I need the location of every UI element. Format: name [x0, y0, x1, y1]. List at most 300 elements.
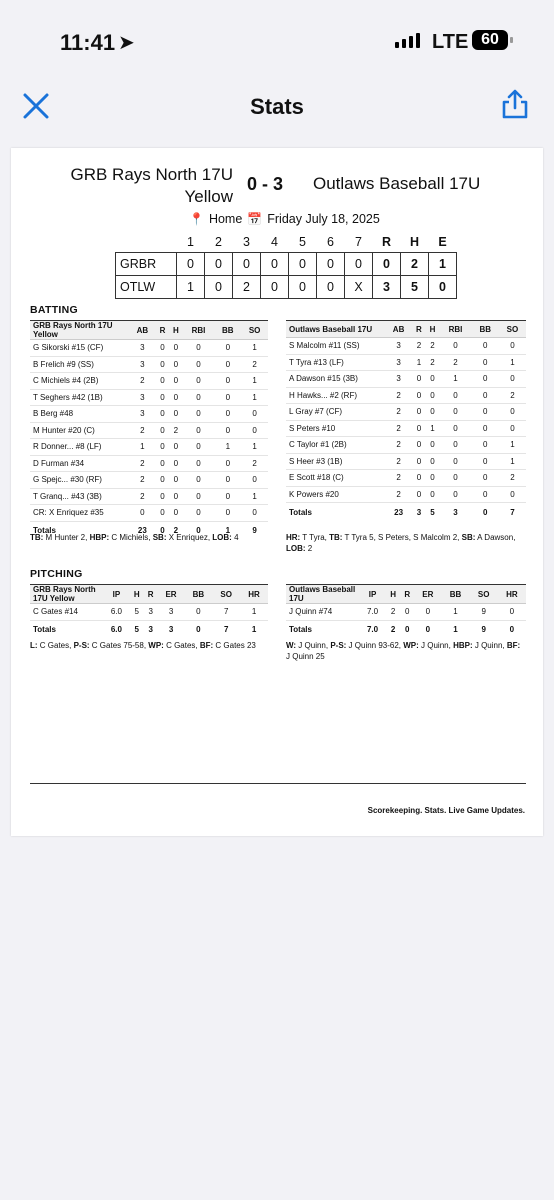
stat-cell: 0: [214, 422, 241, 439]
note-key: HBP:: [453, 641, 473, 650]
away-batting-table: [286, 320, 526, 521]
stat-cell: 0: [169, 406, 182, 423]
table-row: [286, 470, 526, 487]
location-pin-icon: 📍: [189, 212, 204, 226]
totals-cell: 9: [252, 526, 257, 535]
totals-row: [286, 503, 526, 522]
stat-cell: 1: [214, 439, 241, 456]
stat-cell: 3: [129, 406, 156, 423]
line-score-header: H: [409, 235, 420, 249]
column-header: BB: [472, 321, 499, 338]
column-header: R: [144, 585, 158, 604]
stat-cell: 0: [439, 420, 471, 437]
column-header: H: [130, 585, 144, 604]
column-header: HR: [240, 585, 268, 604]
signal-icon: [395, 33, 420, 48]
line-score-r: 0: [373, 253, 401, 276]
table-row: [30, 604, 268, 621]
stat-cell: 0: [169, 472, 182, 489]
player-name: B Berg #48: [30, 406, 129, 423]
game-meta: [189, 212, 380, 226]
line-score-inning: 0: [317, 253, 345, 276]
table-row: [286, 354, 526, 371]
column-header: H: [386, 585, 400, 604]
network-label: LTE: [432, 31, 469, 53]
note-value: 2: [305, 544, 313, 553]
player-name: D Furman #34: [30, 455, 129, 472]
stat-cell: 1: [241, 373, 268, 390]
stat-cell: 9: [470, 604, 498, 621]
totals-cell: 2: [173, 526, 179, 535]
stat-cell: 2: [426, 354, 440, 371]
line-score-header: 7: [355, 235, 362, 249]
totals-cell: 23: [137, 526, 147, 535]
stat-cell: 5: [130, 604, 144, 621]
column-header: ER: [158, 585, 185, 604]
line-score-inning: 1: [177, 276, 205, 299]
stat-cell: 0: [241, 422, 268, 439]
away-team-name: Outlaws Baseball 17U: [313, 174, 481, 193]
stat-cell: 3: [385, 338, 412, 355]
stat-cell: 0: [439, 453, 471, 470]
player-name: K Powers #20: [286, 486, 385, 503]
stat-cell: 7.0: [359, 604, 386, 621]
stat-cell: 0: [183, 356, 215, 373]
table-row: [30, 356, 268, 373]
note-key: L:: [30, 641, 38, 650]
stat-cell: 0: [498, 604, 526, 621]
stat-cell: 0: [472, 371, 499, 388]
column-header: R: [412, 321, 426, 338]
line-score-header: 6: [327, 235, 334, 249]
pitching-section-title: PITCHING: [30, 568, 83, 580]
game-date: Friday July 18, 2025: [267, 212, 380, 226]
table-row: [286, 338, 526, 355]
footer-divider: [30, 783, 526, 784]
totals-cell: 0: [196, 625, 201, 634]
note-key: WP:: [403, 641, 419, 650]
note-value: J Quinn 25: [286, 652, 325, 661]
stat-cell: 2: [385, 437, 412, 454]
stat-cell: 0: [439, 387, 471, 404]
totals-cell: 7.0: [366, 625, 379, 634]
table-title: GRB Rays North 17U Yellow: [30, 321, 129, 340]
note-value: C Gates 23: [213, 641, 256, 650]
battery-icon: 60: [472, 30, 508, 50]
totals-cell: 3: [168, 625, 174, 634]
stat-cell: 0: [214, 356, 241, 373]
stat-cell: 3: [129, 389, 156, 406]
player-name: B Frelich #9 (SS): [30, 356, 129, 373]
stat-cell: 0: [169, 505, 182, 522]
stat-cell: 0: [412, 404, 426, 421]
stat-cell: 1: [240, 604, 268, 621]
player-name: T Tyra #13 (LF): [286, 354, 385, 371]
line-score-header: E: [438, 235, 447, 249]
stat-cell: 0: [214, 406, 241, 423]
note-key: TB:: [30, 533, 44, 542]
player-name: E Scott #18 (C): [286, 470, 385, 487]
totals-label: Totals: [289, 625, 312, 634]
status-bar: [0, 0, 554, 80]
stat-cell: 0: [499, 404, 526, 421]
stat-cell: 0: [472, 420, 499, 437]
totals-cell: 3: [148, 625, 153, 634]
note-value: M Hunter 2,: [43, 533, 90, 542]
totals-cell: 7: [223, 625, 229, 634]
stat-cell: 0: [472, 338, 499, 355]
stat-cell: 0: [183, 472, 215, 489]
stat-cell: 3: [129, 356, 156, 373]
line-score-inning: 2: [233, 276, 261, 299]
column-header: SO: [241, 321, 268, 340]
stat-cell: 0: [426, 453, 440, 470]
stat-cell: 1: [499, 437, 526, 454]
stat-cell: 1: [439, 371, 471, 388]
line-score-row: [116, 276, 457, 299]
table-row: [286, 486, 526, 503]
stat-cell: 1: [499, 453, 526, 470]
stat-cell: 2: [241, 455, 268, 472]
line-score-inning: 0: [261, 276, 289, 299]
stat-cell: 0: [156, 356, 169, 373]
stat-cell: 2: [385, 387, 412, 404]
totals-cell: 3: [453, 507, 458, 517]
table-row: [30, 488, 268, 505]
table-row: [30, 455, 268, 472]
line-score-header: 2: [215, 235, 222, 249]
stat-cell: 0: [472, 387, 499, 404]
stat-cell: 0: [412, 453, 426, 470]
line-score-inning: X: [345, 276, 373, 299]
stat-cell: 2: [129, 422, 156, 439]
totals-cell: 23: [394, 507, 404, 517]
table-row: [286, 604, 526, 621]
stat-cell: 1: [241, 488, 268, 505]
stat-cell: 0: [426, 437, 440, 454]
table-title: GRB Rays North 17U Yellow: [30, 585, 103, 604]
stat-cell: 3: [385, 354, 412, 371]
line-score-header: 3: [243, 235, 250, 249]
line-score-table: [115, 232, 457, 299]
column-header: BB: [214, 321, 241, 340]
player-name: T Seghers #42 (1B): [30, 389, 129, 406]
table-row: [286, 420, 526, 437]
location-arrow-icon: ➤: [118, 32, 135, 54]
stat-cell: 0: [241, 406, 268, 423]
line-score-inning: 0: [233, 253, 261, 276]
totals-cell: 0: [425, 625, 431, 634]
stat-cell: 0: [214, 472, 241, 489]
stat-cell: 0: [412, 387, 426, 404]
table-row: [286, 404, 526, 421]
line-score-inning: 0: [261, 253, 289, 276]
line-score-e: 0: [429, 276, 457, 299]
stat-cell: 0: [426, 486, 440, 503]
column-header: R: [156, 321, 169, 340]
stat-cell: 1: [241, 389, 268, 406]
player-name: L Gray #7 (CF): [286, 404, 385, 421]
table-row: [30, 472, 268, 489]
totals-row: [30, 620, 268, 639]
stat-cell: 2: [241, 356, 268, 373]
note-value: C Michiels,: [109, 533, 153, 542]
player-name: C Gates #14: [30, 604, 103, 621]
stat-cell: 2: [499, 387, 526, 404]
stat-cell: 2: [385, 486, 412, 503]
page-title: Stats: [250, 94, 304, 119]
stat-cell: 0: [169, 488, 182, 505]
box-score-sheet: [11, 148, 543, 836]
player-name: CR: X Enriquez #35: [30, 505, 129, 522]
stat-cell: 0: [412, 371, 426, 388]
line-score-header: 4: [271, 235, 278, 249]
stat-cell: 0: [183, 422, 215, 439]
note-value: T Tyra 5, S Peters, S Malcolm 2,: [342, 533, 462, 542]
note-value: J Quinn,: [472, 641, 507, 650]
player-name: H Hawks... #2 (RF): [286, 387, 385, 404]
home-batting-table: [30, 320, 268, 540]
stat-cell: 0: [156, 439, 169, 456]
column-header: SO: [212, 585, 240, 604]
stat-cell: 0: [214, 373, 241, 390]
stat-cell: 0: [499, 338, 526, 355]
column-header: BB: [184, 585, 212, 604]
stat-cell: 0: [184, 604, 212, 621]
table-row: [30, 389, 268, 406]
column-header: SO: [499, 321, 526, 338]
column-header: ER: [414, 585, 441, 604]
column-header: AB: [385, 321, 412, 338]
stat-cell: 0: [472, 470, 499, 487]
stat-cell: 0: [183, 488, 215, 505]
stat-cell: 0: [426, 371, 440, 388]
player-name: A Dawson #15 (3B): [286, 371, 385, 388]
stat-cell: 0: [412, 486, 426, 503]
line-score-team: GRBR: [116, 253, 177, 276]
stat-cell: 0: [426, 387, 440, 404]
totals-cell: 1: [251, 625, 257, 634]
player-name: T Granq... #43 (3B): [30, 488, 129, 505]
stat-cell: 0: [156, 505, 169, 522]
player-name: R Donner... #8 (LF): [30, 439, 129, 456]
stat-cell: 0: [169, 439, 182, 456]
stat-cell: 0: [169, 373, 182, 390]
stat-cell: 3: [385, 371, 412, 388]
totals-row: [286, 620, 526, 639]
stat-cell: 3: [129, 340, 156, 357]
player-name: J Quinn #74: [286, 604, 359, 621]
stat-cell: 2: [386, 604, 400, 621]
stat-cell: 0: [426, 470, 440, 487]
note-key: P-S:: [330, 641, 347, 650]
stat-cell: 1: [426, 420, 440, 437]
stat-cell: 2: [426, 338, 440, 355]
table-row: [30, 340, 268, 357]
stat-cell: 0: [499, 486, 526, 503]
player-name: C Michiels #4 (2B): [30, 373, 129, 390]
stat-cell: 0: [472, 453, 499, 470]
line-score-inning: 0: [289, 253, 317, 276]
note-value: T Tyra,: [300, 533, 330, 542]
stat-cell: 2: [385, 453, 412, 470]
stat-cell: 2: [169, 422, 182, 439]
stat-cell: 1: [412, 354, 426, 371]
stat-cell: 0: [183, 455, 215, 472]
stat-cell: 0: [183, 389, 215, 406]
line-score-inning: 0: [205, 253, 233, 276]
stat-cell: 0: [214, 340, 241, 357]
note-key: BF:: [199, 641, 214, 650]
stat-cell: 0: [156, 389, 169, 406]
column-header: SO: [470, 585, 498, 604]
table-row: [30, 373, 268, 390]
totals-label: Totals: [289, 507, 312, 517]
totals-cell: 0: [509, 625, 515, 634]
stat-cell: 0: [156, 422, 169, 439]
away-batting-notes: [286, 532, 526, 554]
note-key: BF:: [506, 641, 521, 650]
totals-cell: 0: [160, 526, 165, 535]
line-score-h: 2: [401, 253, 429, 276]
stat-cell: 0: [169, 356, 182, 373]
stat-cell: 0: [156, 488, 169, 505]
stat-cell: 0: [214, 455, 241, 472]
line-score-r: 3: [373, 276, 401, 299]
stat-cell: 0: [426, 404, 440, 421]
table-row: [30, 422, 268, 439]
stat-cell: 0: [156, 472, 169, 489]
totals-cell: 0: [196, 526, 201, 535]
stat-cell: 0: [156, 373, 169, 390]
note-value: C Gates,: [163, 641, 200, 650]
player-name: M Hunter #20 (C): [30, 422, 129, 439]
totals-cell: 0: [483, 507, 488, 517]
player-name: C Taylor #1 (2B): [286, 437, 385, 454]
stat-cell: 0: [439, 437, 471, 454]
note-key: HBP:: [89, 533, 110, 542]
stat-cell: 0: [499, 420, 526, 437]
column-header: RBI: [183, 321, 215, 340]
share-icon[interactable]: [500, 88, 530, 120]
footer-tagline: Scorekeeping. Stats. Live Game Updates.: [367, 806, 525, 815]
stat-cell: 2: [385, 420, 412, 437]
note-key: P-S:: [73, 641, 90, 650]
status-time: 11:41: [60, 30, 116, 55]
stat-cell: 0: [183, 373, 215, 390]
stat-cell: 2: [385, 404, 412, 421]
note-key: SB:: [461, 533, 476, 542]
stat-cell: 0: [214, 488, 241, 505]
stat-cell: 0: [439, 470, 471, 487]
line-score-inning: 0: [177, 253, 205, 276]
table-row: [30, 439, 268, 456]
stat-cell: 0: [439, 338, 471, 355]
stat-cell: 0: [241, 505, 268, 522]
player-name: S Malcolm #11 (SS): [286, 338, 385, 355]
stat-cell: 0: [183, 439, 215, 456]
stat-cell: 0: [129, 505, 156, 522]
stat-cell: 2: [385, 470, 412, 487]
stat-cell: 2: [499, 470, 526, 487]
stat-cell: 2: [439, 354, 471, 371]
player-name: G Spejc... #30 (RF): [30, 472, 129, 489]
game-location: Home: [208, 212, 243, 226]
line-score-inning: 0: [205, 276, 233, 299]
note-key: HR:: [286, 533, 301, 542]
totals-cell: 0: [405, 625, 410, 634]
stat-cell: 1: [241, 340, 268, 357]
stat-cell: 0: [169, 455, 182, 472]
note-key: SB:: [152, 533, 167, 542]
stat-cell: 0: [183, 340, 215, 357]
stat-cell: 3: [158, 604, 185, 621]
column-header: RBI: [439, 321, 471, 338]
stat-cell: 2: [129, 373, 156, 390]
note-value: 4: [231, 533, 239, 542]
nav-bar: [0, 84, 554, 130]
table-row: [286, 437, 526, 454]
stat-cell: 0: [214, 389, 241, 406]
table-title: Outlaws Baseball 17U: [286, 585, 359, 604]
note-value: A Dawson,: [475, 533, 516, 542]
line-score-e: 1: [429, 253, 457, 276]
line-score-row: [116, 253, 457, 276]
player-name: G Sikorski #15 (CF): [30, 340, 129, 357]
totals-cell: 3: [416, 507, 422, 517]
game-header: [11, 164, 543, 208]
totals-cell: 6.0: [110, 625, 122, 634]
column-header: H: [426, 321, 440, 338]
stat-cell: 0: [439, 486, 471, 503]
line-score-inning: 0: [345, 253, 373, 276]
stat-cell: 2: [412, 338, 426, 355]
line-score-team: OTLW: [116, 276, 177, 299]
note-value: J Quinn,: [296, 641, 331, 650]
column-header: R: [400, 585, 414, 604]
totals-cell: 9: [481, 625, 486, 634]
home-pitching-notes: [30, 640, 268, 651]
home-batting-notes: [30, 532, 268, 543]
totals-label: Totals: [33, 625, 56, 634]
note-value: C Gates,: [37, 641, 74, 650]
stat-cell: 0: [412, 470, 426, 487]
note-key: TB:: [329, 533, 343, 542]
stat-cell: 0: [169, 389, 182, 406]
stat-cell: 0: [414, 604, 441, 621]
column-header: H: [169, 321, 182, 340]
column-header: BB: [441, 585, 469, 604]
totals-label: Totals: [33, 526, 56, 535]
note-value: C Gates 75-58,: [89, 641, 149, 650]
stat-cell: 6.0: [103, 604, 130, 621]
totals-cell: 5: [134, 625, 139, 634]
stat-cell: 0: [472, 486, 499, 503]
table-row: [286, 371, 526, 388]
stat-cell: 2: [129, 472, 156, 489]
totals-cell: 7: [510, 507, 515, 517]
note-value: X Enriquez,: [166, 533, 213, 542]
line-score-corner: [116, 232, 177, 253]
table-row: [286, 453, 526, 470]
stat-cell: 0: [472, 354, 499, 371]
away-pitching-table: [286, 584, 526, 639]
note-key: WP:: [148, 641, 164, 650]
batting-section-title: BATTING: [30, 304, 78, 316]
column-header: HR: [498, 585, 526, 604]
stat-cell: 0: [156, 340, 169, 357]
note-key: LOB:: [286, 544, 306, 553]
